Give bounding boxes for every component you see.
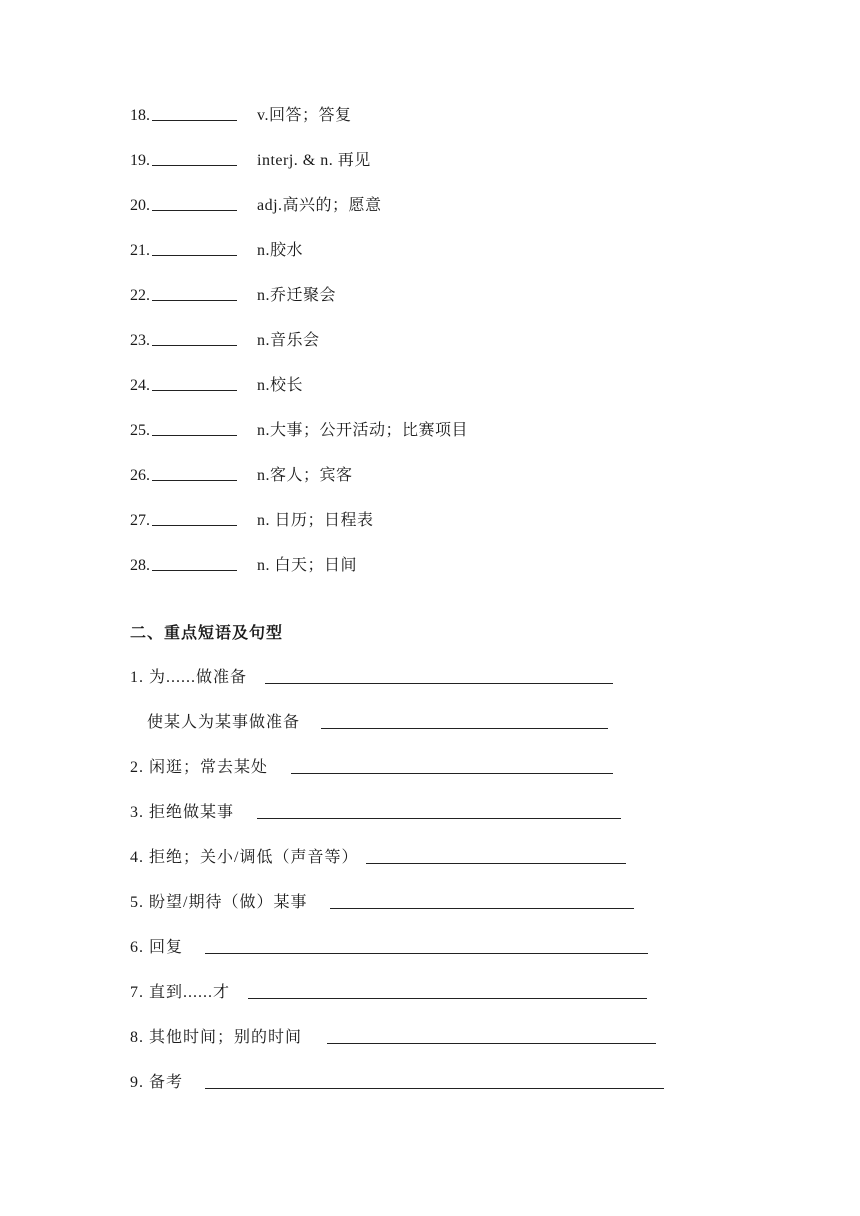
phrase-item-2 <box>130 757 615 779</box>
phrase-prompt: 4. 拒绝；关小/调低（声音等） <box>130 849 359 866</box>
phrase-answer-line[interactable] <box>248 998 647 999</box>
vocab-number: 20. <box>130 197 150 214</box>
phrase-item-8 <box>130 1027 660 1049</box>
vocab-answer-blank[interactable] <box>152 480 237 481</box>
vocab-answer-blank[interactable] <box>152 390 237 391</box>
phrase-item-1b <box>147 712 612 734</box>
phrase-prompt: 8. 其他时间；别的时间 <box>130 1029 303 1046</box>
vocab-answer-blank[interactable] <box>152 210 237 211</box>
vocab-number: 18. <box>130 107 150 124</box>
phrase-answer-line[interactable] <box>366 863 626 864</box>
section-heading: 二、重点短语及句型 <box>130 623 284 642</box>
vocab-meaning: n. 白天；日间 <box>257 557 358 574</box>
phrase-item-9 <box>130 1072 670 1094</box>
phrase-prompt: 3. 拒绝做某事 <box>130 804 235 821</box>
vocab-meaning: n. 日历；日程表 <box>257 512 374 529</box>
vocab-number: 23. <box>130 332 150 349</box>
vocab-answer-blank[interactable] <box>152 165 237 166</box>
vocab-meaning: n.乔迁聚会 <box>257 287 337 304</box>
vocab-answer-blank[interactable] <box>152 255 237 256</box>
vocab-number: 26. <box>130 467 150 484</box>
vocab-answer-blank[interactable] <box>152 120 237 121</box>
vocab-answer-blank[interactable] <box>152 345 237 346</box>
vocab-number: 21. <box>130 242 150 259</box>
phrase-item-3 <box>130 802 625 824</box>
phrase-answer-line[interactable] <box>265 683 613 684</box>
vocab-meaning: interj. & n. 再见 <box>257 152 371 169</box>
vocab-meaning: n.大事；公开活动；比赛项目 <box>257 422 469 439</box>
phrase-answer-line[interactable] <box>291 773 613 774</box>
phrase-answer-line[interactable] <box>205 953 648 954</box>
vocab-number: 19. <box>130 152 150 169</box>
vocab-meaning: n.客人；宾客 <box>257 467 353 484</box>
phrase-prompt: 6. 回复 <box>130 939 184 956</box>
phrase-answer-line[interactable] <box>321 728 608 729</box>
phrase-item-6 <box>130 937 650 959</box>
phrase-item-7 <box>130 982 650 1004</box>
vocab-answer-blank[interactable] <box>152 300 237 301</box>
phrase-prompt: 7. 直到......才 <box>130 984 231 1001</box>
phrase-item-4 <box>130 847 630 869</box>
phrase-item-1 <box>130 667 615 689</box>
phrase-answer-line[interactable] <box>330 908 634 909</box>
vocab-meaning: v.回答；答复 <box>257 107 352 124</box>
vocab-number: 27. <box>130 512 150 529</box>
phrase-prompt: 使某人为某事做准备 <box>147 714 301 731</box>
phrase-answer-line[interactable] <box>327 1043 656 1044</box>
vocab-number: 24. <box>130 377 150 394</box>
phrase-item-5 <box>130 892 635 914</box>
vocab-meaning: n.音乐会 <box>257 332 320 349</box>
phrase-prompt: 2. 闲逛；常去某处 <box>130 759 269 776</box>
phrase-answer-line[interactable] <box>205 1088 664 1089</box>
phrase-prompt: 5. 盼望/期待（做）某事 <box>130 894 308 911</box>
vocab-meaning: adj.高兴的；愿意 <box>257 197 382 214</box>
phrase-prompt: 1. 为......做准备 <box>130 669 248 686</box>
vocab-answer-blank[interactable] <box>152 525 237 526</box>
phrase-prompt: 9. 备考 <box>130 1074 184 1091</box>
vocab-number: 22. <box>130 287 150 304</box>
vocab-number: 25. <box>130 422 150 439</box>
vocab-meaning: n.胶水 <box>257 242 304 259</box>
vocab-number: 28. <box>130 557 150 574</box>
vocab-answer-blank[interactable] <box>152 435 237 436</box>
phrase-answer-line[interactable] <box>257 818 621 819</box>
vocab-meaning: n.校长 <box>257 377 304 394</box>
vocab-answer-blank[interactable] <box>152 570 237 571</box>
